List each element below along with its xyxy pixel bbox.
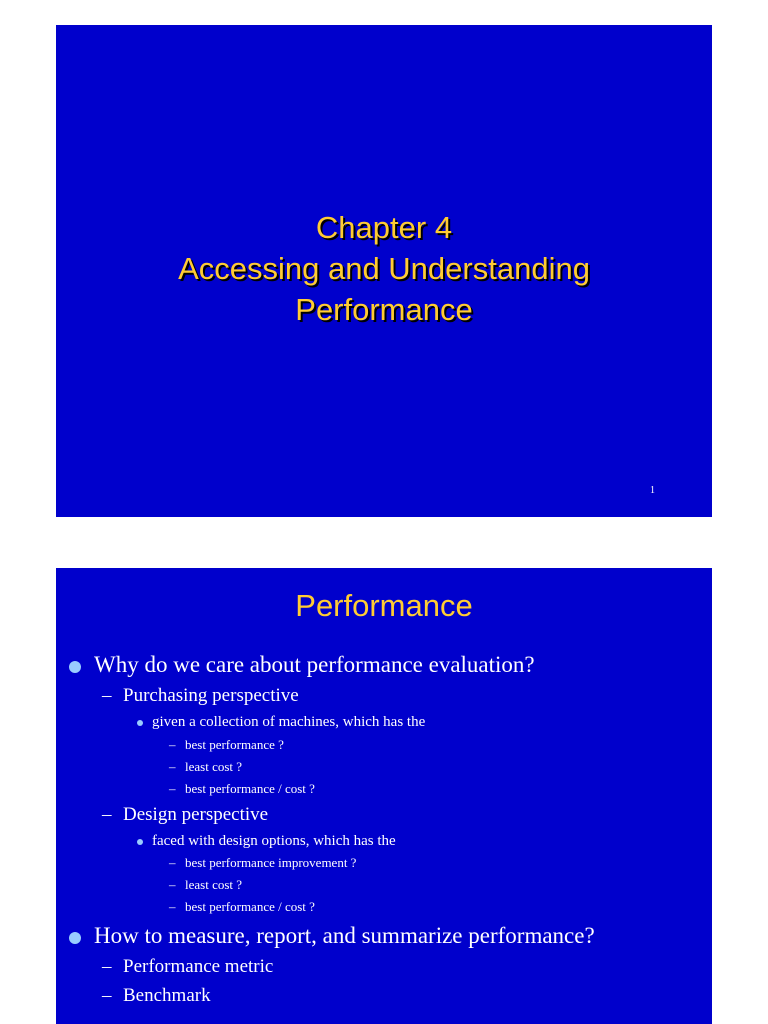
performance-metric: Performance metric	[123, 956, 274, 977]
dash-icon: –	[102, 985, 112, 1006]
design-perspective: Design perspective	[123, 804, 269, 825]
bullet-how: How to measure, report, and summarize performance?	[94, 923, 595, 948]
purchasing-perspective: Purchasing perspective	[123, 685, 299, 706]
benchmark: Benchmark	[123, 985, 211, 1006]
purchasing-subitem: given a collection of machines, which has the	[152, 714, 426, 730]
title-slide	[56, 25, 712, 517]
bullet-why: Why do we care about performance evaluation?	[94, 652, 535, 677]
title-line-2: Accessing and Understanding	[178, 251, 590, 286]
dash-icon: –	[102, 956, 112, 977]
dash-icon: –	[169, 759, 176, 774]
bullet-icon	[69, 932, 81, 944]
content-slide	[56, 568, 712, 1024]
bullet-icon	[137, 839, 143, 845]
dash-icon: –	[102, 804, 112, 825]
purchasing-item-1: best performance ?	[185, 737, 284, 752]
slide-title: Performance	[295, 588, 473, 623]
design-subitem: faced with design options, which has the	[152, 833, 396, 849]
title-line-1: Chapter 4	[315, 210, 453, 245]
bullet-icon	[69, 661, 81, 673]
dash-icon: –	[102, 685, 112, 706]
dash-icon: –	[169, 877, 176, 892]
purchasing-item-2: least cost ?	[185, 759, 243, 774]
slide-title	[56, 207, 712, 330]
title-line-3: Performance	[295, 292, 473, 327]
design-item-2: least cost ?	[185, 877, 243, 892]
bullet-icon	[137, 720, 143, 726]
purchasing-item-3: best performance / cost ?	[185, 781, 315, 796]
dash-icon: –	[169, 737, 176, 752]
design-item-3: best performance / cost ?	[185, 899, 315, 914]
page-number: 1	[650, 485, 655, 496]
dash-icon: –	[169, 899, 176, 914]
design-item-1: best performance improvement ?	[185, 855, 357, 870]
dash-icon: –	[169, 855, 176, 870]
dash-icon: –	[169, 781, 176, 796]
